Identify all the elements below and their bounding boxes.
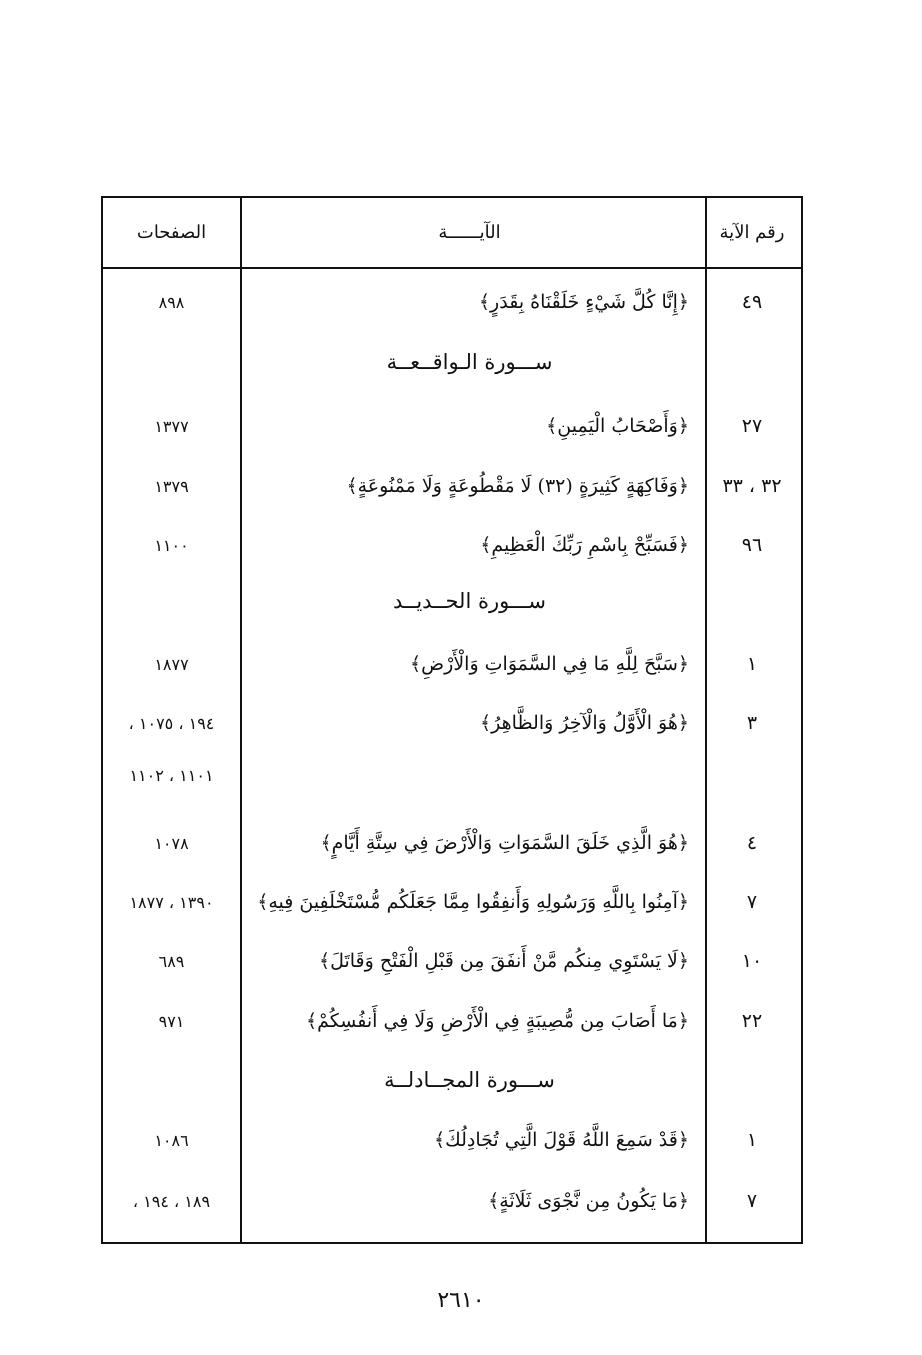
- table-row: [103, 823, 801, 863]
- verse-text: ﴿هُوَ الْأَوَّلُ وَالْآخِرُ وَالظَّاهِرُ﴾: [480, 712, 689, 734]
- verse-number: ٣: [746, 712, 758, 734]
- table-row: [103, 1181, 801, 1221]
- table-row: [103, 466, 801, 506]
- page-refs: ١٣٩٠ ، ١٨٧٧: [129, 892, 214, 912]
- header-verse: الآيــــــة: [438, 222, 501, 243]
- page-refs: ١٨٩ ، ١٩٤ ،: [132, 1191, 211, 1211]
- page-refs: ١٩٤ ، ١٠٧٥ ،: [128, 713, 215, 733]
- verse-text: ﴿لَا يَسْتَوِي مِنكُم مَّنْ أَنفَقَ مِن قَبْلِ الْفَتْحِ وَقَاتَلَ﴾: [318, 950, 689, 972]
- header-pages: الصفحات: [136, 222, 207, 243]
- table-row: [103, 525, 801, 565]
- verse-number: ٩٦: [741, 534, 763, 556]
- surah-heading-waqia: ســـورة الـواقــعــة: [386, 350, 553, 374]
- surah-heading-hadid: ســـورة الحــديــد: [393, 589, 547, 613]
- verse-number: ٤٩: [741, 291, 763, 313]
- page-refs: ١٣٧٩: [154, 476, 189, 496]
- table-row: [103, 1001, 801, 1041]
- page-refs: ٨٩٨: [158, 292, 185, 312]
- page-refs: ١١٠٠: [154, 535, 189, 555]
- verse-number: ٢٢: [741, 1010, 763, 1032]
- verse-text: [241, 755, 689, 795]
- page-number: ٢٦١٠: [437, 1288, 485, 1313]
- table-row: [103, 644, 801, 684]
- verse-text: ﴿آمِنُوا بِاللَّهِ وَرَسُولِهِ وَأَنفِقُوا مِمَّا جَعَلَكُم مُّسْتَخْلَفِينَ فِيهِ﴾: [257, 891, 689, 913]
- header-verse-number: رقم الآية: [719, 222, 785, 243]
- table-row: [103, 703, 801, 743]
- table-row: [103, 1120, 801, 1160]
- verse-number: [703, 755, 801, 795]
- verse-number: ٧: [746, 1190, 758, 1212]
- verse-text: ﴿مَا أَصَابَ مِن مُّصِيبَةٍ فِي الْأَرْضِ وَلَا فِي أَنفُسِكُمْ﴾: [306, 1010, 689, 1032]
- verse-number: ٤: [746, 832, 758, 854]
- verse-number: ٣٢ ، ٣٣: [722, 475, 782, 497]
- page-refs: ٦٨٩: [158, 951, 185, 971]
- verse-number: ٢٧: [741, 415, 763, 437]
- verse-number: ٧: [746, 891, 758, 913]
- verse-number: ١: [746, 653, 758, 675]
- verse-text: ﴿إِنَّا كُلَّ شَيْءٍ خَلَقْنَاهُ بِقَدَرٍ﴾: [478, 291, 689, 313]
- surah-heading-mujadila: ســـورة المجــادلــة: [384, 1068, 555, 1092]
- verse-text: ﴿فَسَبِّحْ بِاسْمِ رَبِّكَ الْعَظِيمِ﴾: [480, 534, 689, 556]
- page-refs: ١٠٨٦: [154, 1130, 189, 1150]
- verse-text: ﴿هُوَ الَّذِي خَلَقَ السَّمَوَاتِ وَالْأَرْضَ فِي سِتَّةِ أَيَّامٍ﴾: [320, 832, 689, 854]
- verse-number: ١: [746, 1129, 758, 1151]
- page-refs: ١٣٧٧: [154, 416, 189, 436]
- table-row: [103, 406, 801, 446]
- page-refs: ١١٠١ ، ١١٠٢: [129, 765, 214, 785]
- page-refs: ١٨٧٧: [154, 654, 189, 674]
- verse-text: ﴿قَدْ سَمِعَ اللَّهُ قَوْلَ الَّتِي تُجَادِلُكَ﴾: [433, 1129, 689, 1151]
- table-row: [103, 755, 801, 795]
- verse-text: ﴿وَأَصْحَابُ الْيَمِينِ﴾: [546, 415, 689, 437]
- verse-number: ١٠: [741, 950, 763, 972]
- table-row: [103, 882, 801, 922]
- header-divider: [103, 267, 801, 269]
- verse-index-table: [101, 196, 803, 1244]
- page-refs: ٩٧١: [158, 1011, 185, 1031]
- table-row: [103, 941, 801, 981]
- verse-text: ﴿سَبَّحَ لِلَّهِ مَا فِي السَّمَوَاتِ وَالْأَرْضِ﴾: [410, 653, 689, 675]
- page-refs: ١٠٧٨: [154, 833, 189, 853]
- table-row: [103, 282, 801, 322]
- verse-text: ﴿مَا يَكُونُ مِن نَّجْوَى ثَلَاثَةٍ﴾: [488, 1190, 689, 1212]
- verse-text: ﴿وَفَاكِهَةٍ كَثِيرَةٍ (٣٢) لَا مَقْطُوعَةٍ وَلَا مَمْنُوعَةٍ﴾: [346, 475, 689, 497]
